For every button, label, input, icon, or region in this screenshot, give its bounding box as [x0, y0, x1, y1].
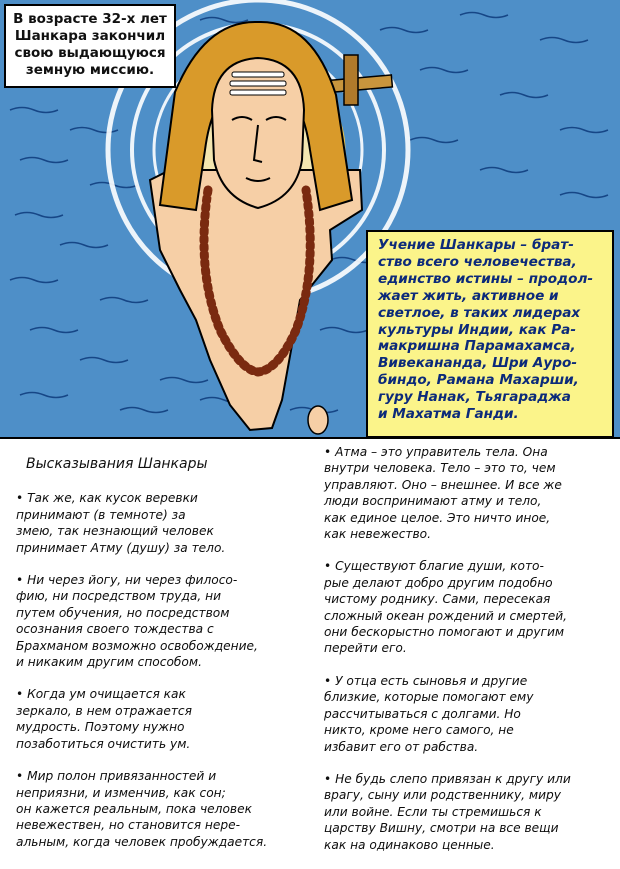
caption-top: В возрасте 32-х лет Шанкара закончил свою выдающуюся земную миссию.	[4, 4, 176, 88]
saying: • Когда ум очищается как зеркало, в нем отражается мудрость. Поэтому нужно позаботиться очистить ум.	[16, 687, 192, 751]
saying: • Атма – это управитель тела. Она внутри человека. Тело – это то, чем управляют. Оно – внешнее. И все же люди воспринимают атму и тело, как единое целое. Это ничто иное, как невежество.	[324, 445, 562, 542]
saying: • Ни через йогу, ни через филосо- фию, ни посредством труда, ни путем обучения, но посредством осознания своего тождества с Брахманом возможно освобождение, и никаким другим способом.	[16, 573, 258, 670]
sayings-column-right	[324, 444, 616, 869]
sayings-column-left	[16, 452, 306, 866]
saying: • У отца есть сыновья и другие близкие, которые помогают ему рассчитываться с долгами. Но никто, кроме него самого, не избавит его от рабства.	[324, 673, 534, 754]
forehead-marks	[230, 72, 286, 95]
saying: • Мир полон привязанностей и неприязни, и изменчив, как сон; он кажется реальным, пока человек невежествен, но становится нере- альным, когда человек пробуждается.	[16, 769, 268, 849]
saying: • Существуют благие души, кото- рые делают добро другим подобно чистому роднику. Сами, пересекая сложный океан рождений и смертей, они бескорыстно помогают и другим перейти его.	[324, 559, 568, 656]
saying: • Не будь слепо привязан к другу или врагу, сыну или родственнику, миру или войне. Если ты стремишься к царству Вишну, смотри на все вещи как на одинаково ценные.	[324, 771, 571, 852]
panel-divider	[0, 437, 620, 439]
caption-teachings: Учение Шанкары – брат- ство всего человечества, единство истины – продол- жает жить, активное и светлое, в таких лидерах культуры Индии, как Ра- макришна Парамахамса, Вивекананда, Шри Ауро- биндо, Рамана Махарши, гуру Нанак, Тьягараджа и Махатма Ганди.	[366, 230, 614, 438]
island	[308, 406, 328, 434]
saying: • Так же, как кусок веревки принимают (в темноте) за змею, так незнающий человек принимает Атму (душу) за тело.	[16, 491, 226, 555]
sayings-heading: Высказывания Шанкары	[26, 456, 208, 472]
